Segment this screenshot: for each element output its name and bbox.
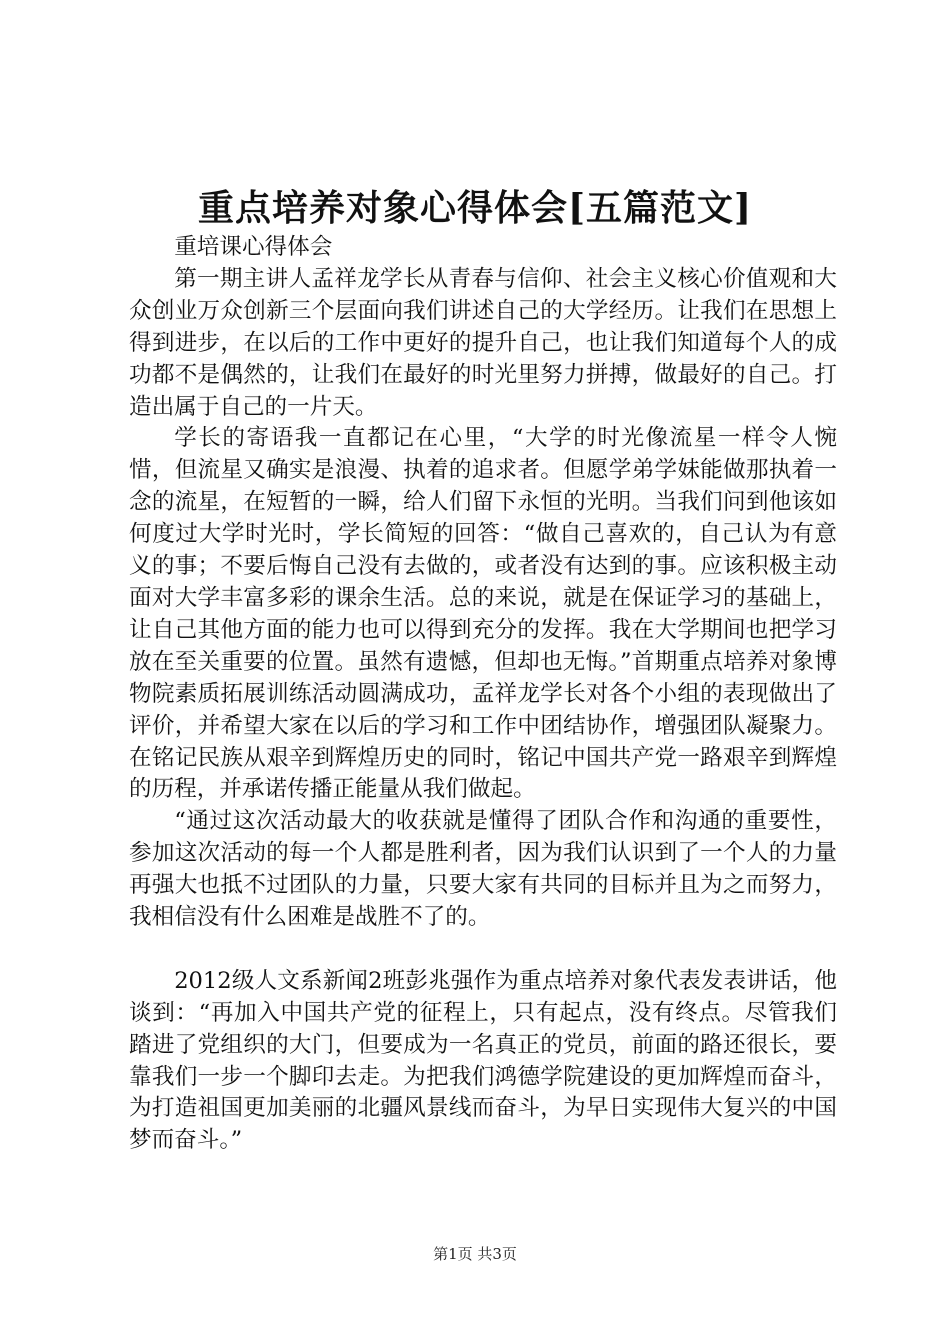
document-title: 重点培养对象心得体会[五篇范文] bbox=[197, 187, 753, 229]
page-footer: 第1页 共3页 bbox=[433, 1245, 517, 1263]
paragraph-1: 第一期主讲人孟祥龙学长从青春与信仰、社会主义核心价值观和大众创业万众创新三个层面向我们讲述自己的大学经历。让我们在思想上得到进步，在以后的工作中更好的提升自己，也让我们知道每个人的成功都不是偶然的，让我们在最好的时光里努力拼搏，做最好的自己。打造出属于自己的一片天。 bbox=[129, 265, 837, 420]
paragraph-2: 学长的寄语我一直都记在心里，“大学的时光像流星一样令人惋惜，但流星又确实是浪漫、执着的追求者。但愿学弟学妹能做那执着一念的流星，在短暂的一瞬，给人们留下永恒的光明。当我们问到他该如何度过大学时光时，学长简短的回答：“做自己喜欢的，自己认为有意义的事；不要后悔自己没有去做的，或者没有达到的事。应该积极主动面对大学丰富多彩的课余生活。总的来说，就是在保证学习的基础上，让自己其他方面的能力也可以得到充分的发挥。我在大学期间也把学习放在至关重要的位置。虽然有遗憾，但却也无悔。”首期重点培养对象博物院素质拓展训练活动圆满成功，孟祥龙学长对各个小组的表现做出了评价，并希望大家在以后的学习和工作中团结协作，增强团队凝聚力。在铭记民族从艰辛到辉煌历史的同时，铭记中国共产党一路艰辛到辉煌的历程，并承诺传播正能量从我们做起。 bbox=[129, 425, 837, 803]
paragraph-3: “通过这次活动最大的收获就是懂得了团队合作和沟通的重要性，参加这次活动的每一个人都是胜利者，因为我们认识到了一个人的力量再强大也抵不过团队的力量，只要大家有共同的目标并且为之而努力，我相信没有什么困难是战胜不了的。 bbox=[129, 808, 837, 931]
paragraph-4: 2012级人文系新闻2班彭兆强作为重点培养对象代表发表讲话，他谈到：“再加入中国共产党的征程上，只有起点，没有终点。尽管我们踏进了党组织的大门，但要成为一名真正的党员，前面的路还很长，要靠我们一步一个脚印去走。为把我们鸿德学院建设的更加辉煌而奋斗，为打造祖国更加美丽的北疆风景线而奋斗，为早日实现伟大复兴的中国梦而奋斗。” bbox=[129, 967, 837, 1154]
document-body bbox=[129, 232, 837, 1157]
section-heading: 重培课心得体会 bbox=[174, 234, 333, 260]
